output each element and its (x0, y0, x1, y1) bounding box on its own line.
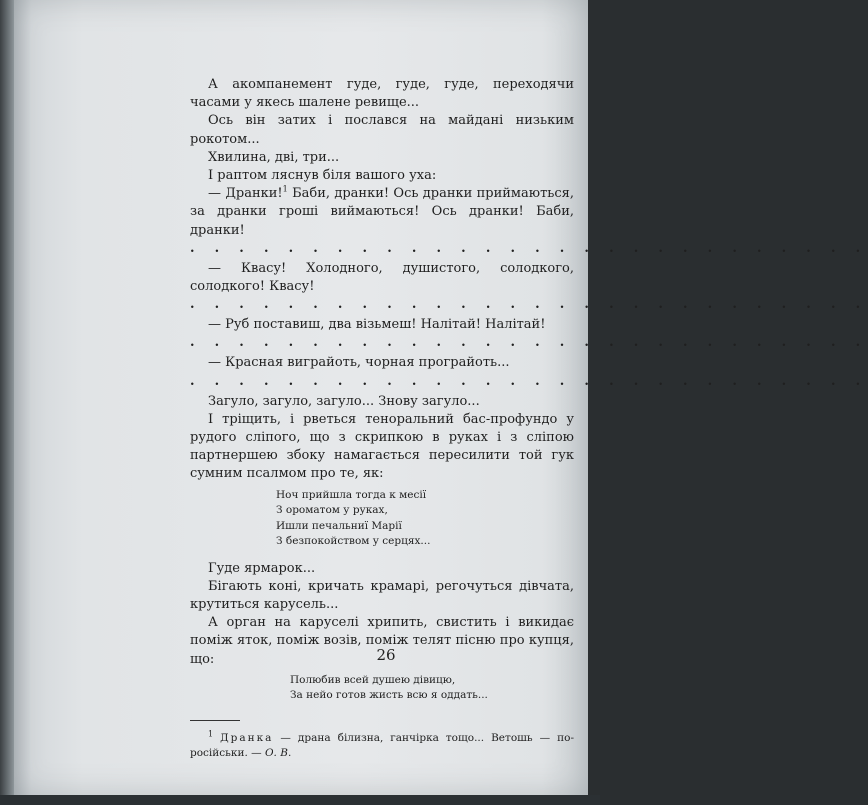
paragraph: — Руб поставиш, два візьмеш! Налітай! Налітай! (208, 317, 546, 333)
dot-separator: . . . . . . . . . . . . . . . . . . . . . . . . . . . . (190, 240, 868, 256)
page-number: 26 (376, 646, 396, 664)
psalm-verse (276, 488, 574, 550)
paragraph: А орган на каруселі хрипить, свистить і викидає поміж яток, поміж возів, поміж телят пісню про купця, що: (190, 615, 574, 667)
paragraph: Гуде ярмарок... (208, 560, 316, 576)
dot-separator: . . . . . . . . . . . . . . . . . . . . . . . . . . . . (190, 335, 868, 351)
page-text (190, 76, 868, 771)
verse-line: Полюбив всей душею дівицю, (290, 673, 456, 686)
verse-line: З безпокойством у серцях... (276, 535, 431, 548)
footnote-text: — драна білизна, ганчірка тощо... Ветошь — по-російськи. — (190, 732, 574, 759)
footnote (190, 731, 574, 760)
paragraph-rest: Баби, дранки! Ось дранки приймаються, за дранки гроші виймаються! Ось дранки! Баби, дранки! (190, 186, 574, 238)
paragraph: — Красная виграйоть, чорная програйоть... (208, 355, 510, 371)
paragraph: А акомпанемент гуде, гуде, гуде, переходячи часами у якесь шалене ревище... (190, 77, 574, 111)
dranky-word: — Дранки! (208, 186, 283, 202)
page-bottom-edge (0, 795, 600, 805)
paragraph: І раптом ляснув біля вашого уха: (208, 168, 437, 184)
footnote-term: Дранка (220, 732, 274, 745)
book-page (14, 0, 868, 795)
paragraph: Ось він затих і послався на майдані низьким рокотом... (190, 113, 574, 147)
verse-line: Ишли печальниї Марії (276, 519, 402, 532)
verse-line: За нейо готов жисть всю я оддать... (290, 689, 488, 702)
footnote-rule (190, 720, 240, 721)
footnote-mark: 1 (208, 729, 214, 739)
verse-line: З ороматом у руках, (276, 504, 388, 517)
dot-separator: . . . . . . . . . . . . . . . . . . . . . . . . . . . . (190, 297, 868, 313)
dot-separator: . . . . . . . . . . . . . . . . . . . . . . . . . . . . (190, 373, 868, 389)
footnote-author: О. В. (264, 746, 292, 759)
song-verse (290, 673, 574, 704)
footnote-ref: 1 (282, 184, 288, 194)
paragraph: І тріщить, і рветься теноральний бас-профундо у рудого сліпого, що з скрипкою в руках і з сліпою партнершею збоку намагається пересилити той гук сумним псалмом про те, як: (190, 411, 574, 482)
paragraph: Загуло, загуло, загуло... Знову загуло... (208, 393, 480, 409)
paragraph: Бігають коні, кричать крамарі, регочуться дівчата, крутиться карусель... (190, 578, 574, 613)
paragraph (190, 185, 574, 240)
paragraph: — Квасу! Холодного, душистого, солодкого, солодкого! Квасу! (190, 260, 574, 295)
book-spine (0, 0, 14, 805)
paragraph: Хвилина, дві, три... (208, 149, 340, 165)
verse-line: Ноч прийшла тогда к месії (276, 488, 427, 501)
